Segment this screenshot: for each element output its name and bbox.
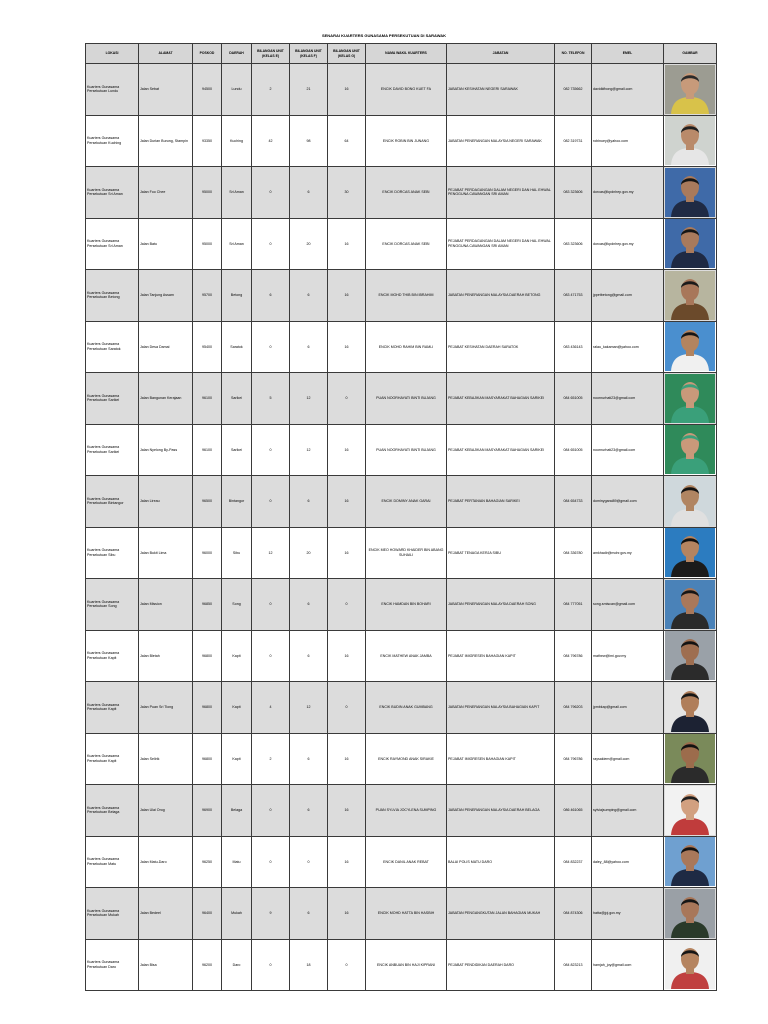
cell-nama: ENCIK ROBIN BIN JUNANG — [366, 115, 447, 167]
cell-kelas-g: 0 — [328, 373, 366, 425]
cell-kelas-g: 16 — [328, 836, 366, 888]
cell-gambar — [664, 836, 717, 888]
table-row — [86, 579, 717, 631]
cell-nama: ENCIK DORCAS ANAK SEBI — [366, 167, 447, 219]
cell-kelas-f: 0 — [290, 836, 328, 888]
person-photo — [665, 271, 715, 320]
cell-kelas-g: 16 — [328, 527, 366, 579]
cell-poskod: 96500 — [193, 476, 222, 528]
cell-alamat: Jalan Bukit Lima — [139, 527, 193, 579]
cell-kelas-e: 2 — [252, 64, 290, 116]
header-nama: NAMA WAKIL KUARTERS — [366, 44, 447, 64]
cell-kelas-f: 6 — [290, 630, 328, 682]
cell-daerah: Sarikei — [222, 373, 252, 425]
person-photo — [665, 683, 715, 732]
table-row — [86, 476, 717, 528]
cell-jabatan: PEJABAT KEBAJIKAN MASYARAKAT BAHAGIAN SARIKEI — [447, 424, 555, 476]
cell-alamat: Jalan Bedeel — [139, 888, 193, 940]
cell-jabatan: BALAI POLIS MATU DARO — [447, 836, 555, 888]
cell-poskod: 95400 — [193, 321, 222, 373]
cell-emel[interactable]: hatta@jpj.gov.my — [592, 888, 664, 940]
cell-kelas-f: 12 — [290, 682, 328, 734]
cell-lokasi: Kuarters Gunasama Persekutuan Sri Aman — [86, 167, 139, 219]
person-photo — [665, 322, 715, 371]
cell-kelas-e: 0 — [252, 785, 290, 837]
table-row — [86, 733, 717, 785]
cell-lokasi: Kuarters Gunasama Persekutuan Sarikei — [86, 373, 139, 425]
cell-lokasi: Kuarters Gunasama Persekutuan Betong — [86, 270, 139, 322]
cell-lokasi: Kuarters Gunasama Persekutuan Song — [86, 579, 139, 631]
table-row — [86, 836, 717, 888]
person-photo — [665, 65, 715, 114]
cell-kelas-g: 0 — [328, 682, 366, 734]
table-row — [86, 218, 717, 270]
cell-kelas-e: 9 — [252, 888, 290, 940]
cell-alamat: Jalan Matu-Daro — [139, 836, 193, 888]
cell-jabatan: JABATAN PENERANGAN MALAYSIA DAERAH BELAGA — [447, 785, 555, 837]
cell-kelas-f: 20 — [290, 218, 328, 270]
cell-nama: PUAN NOORHAYATI BINTI BUJANG — [366, 373, 447, 425]
cell-emel[interactable]: ralau_kakaman@yahoo.com — [592, 321, 664, 373]
cell-daerah: Kapit — [222, 630, 252, 682]
cell-lokasi: Kuarters Gunasama Persekutuan Matu — [86, 836, 139, 888]
cell-daerah: Lundu — [222, 64, 252, 116]
header-emel: EMEL — [592, 44, 664, 64]
cell-jabatan: PEJABAT IMIGRESEN BAHAGIAN KAPIT — [447, 630, 555, 682]
cell-lokasi: Kuarters Gunasama Persekutuan Sarikei — [86, 424, 139, 476]
cell-emel[interactable]: jpmbkap@gmail.com — [592, 682, 664, 734]
quarters-table — [85, 43, 717, 991]
cell-kelas-e: 0 — [252, 218, 290, 270]
cell-nama: ENCIK DORCAS ANAK SEBI — [366, 218, 447, 270]
cell-emel[interactable]: noornurhati23@gmail.com — [592, 424, 664, 476]
cell-poskod: 96000 — [193, 527, 222, 579]
cell-telefon: 084 823213 — [555, 939, 592, 991]
cell-kelas-g: 16 — [328, 888, 366, 940]
person-photo — [665, 889, 715, 938]
cell-gambar — [664, 476, 717, 528]
person-photo — [665, 374, 715, 423]
cell-poskod: 93350 — [193, 115, 222, 167]
cell-poskod: 96200 — [193, 939, 222, 991]
cell-daerah: Mukah — [222, 888, 252, 940]
table-row — [86, 64, 717, 116]
cell-lokasi: Kuarters Gunasama Persekutuan Mukah — [86, 888, 139, 940]
cell-telefon: 084 654733 — [555, 476, 592, 528]
header-kelas-g: BILANGAN UNIT (KELAS G) — [328, 44, 366, 64]
cell-telefon: 084 651005 — [555, 373, 592, 425]
cell-emel[interactable]: daley_88@yahoo.com — [592, 836, 664, 888]
cell-emel[interactable]: davidkfbong@gmail.com — [592, 64, 664, 116]
cell-poskod: 96100 — [193, 424, 222, 476]
cell-telefon: 084 796786 — [555, 630, 592, 682]
cell-emel[interactable]: robinuey@yahoo.com — [592, 115, 664, 167]
cell-kelas-g: 16 — [328, 476, 366, 528]
cell-alamat: Jalan Ulai Orog — [139, 785, 193, 837]
cell-kelas-e: 2 — [252, 733, 290, 785]
person-photo — [665, 940, 715, 989]
cell-daerah: Kuching — [222, 115, 252, 167]
cell-nama: ENCIK MATHEW ANAK JAMBA — [366, 630, 447, 682]
cell-nama: ENCIK DOMINY ANAK GARAI — [366, 476, 447, 528]
cell-kelas-g: 16 — [328, 270, 366, 322]
cell-jabatan: JABATAN PENERANGAN MALAYSIA NEGERI SARAWAK — [447, 115, 555, 167]
cell-emel[interactable]: jppetbetong@gmail.com — [592, 270, 664, 322]
cell-nama: ENCIK HAMDAN BIN BOHARI — [366, 579, 447, 631]
cell-nama: ENCIK DAVID BONG KUET FA — [366, 64, 447, 116]
cell-telefon: 084 796786 — [555, 733, 592, 785]
cell-jabatan: JABATAN PENGANGKUTAN JALAN BAHAGIAN MUKAH — [447, 888, 555, 940]
cell-poskod: 96900 — [193, 785, 222, 837]
cell-kelas-f: 6 — [290, 167, 328, 219]
cell-alamat: Jalan Foo Chee — [139, 167, 193, 219]
cell-kelas-f: 20 — [290, 527, 328, 579]
header-daerah: DAERAH — [222, 44, 252, 64]
cell-telefon: 084 796203 — [555, 682, 592, 734]
table-row — [86, 939, 717, 991]
cell-kelas-g: 16 — [328, 218, 366, 270]
cell-kelas-f: 6 — [290, 785, 328, 837]
cell-telefon: 084 874306 — [555, 888, 592, 940]
cell-kelas-f: 6 — [290, 476, 328, 528]
cell-gambar — [664, 218, 717, 270]
cell-gambar — [664, 424, 717, 476]
cell-telefon: 083 436143 — [555, 321, 592, 373]
cell-nama: PUAN NOORHAYATI BINTI BUJANG — [366, 424, 447, 476]
cell-emel[interactable]: dominygarai89@gmail.com — [592, 476, 664, 528]
cell-daerah: Belaga — [222, 785, 252, 837]
cell-nama: PUAN SYLVIA JOCYLENA SUMPING — [366, 785, 447, 837]
cell-daerah: Daro — [222, 939, 252, 991]
cell-emel[interactable]: song.smiscan@gmail.com — [592, 579, 664, 631]
person-photo — [665, 219, 715, 268]
cell-telefon: 083 323606 — [555, 218, 592, 270]
cell-emel[interactable]: amkhadir@mohr.gov.my — [592, 527, 664, 579]
cell-emel[interactable]: hamjah_joy@gmail.com — [592, 939, 664, 991]
header-poskod: POSKOD — [193, 44, 222, 64]
header-jabatan: JABATAN — [447, 44, 555, 64]
cell-poskod: 96850 — [193, 579, 222, 631]
cell-kelas-g: 16 — [328, 64, 366, 116]
table-row — [86, 682, 717, 734]
cell-poskod: 95700 — [193, 270, 222, 322]
cell-alamat: Jalan Durian Burung, Stampin — [139, 115, 193, 167]
cell-emel[interactable]: raysakiem@gmail.com — [592, 733, 664, 785]
table-row — [86, 527, 717, 579]
header-row — [86, 44, 717, 64]
table-row — [86, 630, 717, 682]
cell-telefon: 083 323606 — [555, 167, 592, 219]
cell-nama: ENCIK MOHD RAHIM BIN RAMLI — [366, 321, 447, 373]
cell-kelas-f: 6 — [290, 579, 328, 631]
cell-kelas-e: 4 — [252, 682, 290, 734]
cell-poskod: 95000 — [193, 218, 222, 270]
cell-telefon: 084 336780 — [555, 527, 592, 579]
cell-lokasi: Kuarters Gunasama Persekutuan Saratok — [86, 321, 139, 373]
cell-kelas-f: 6 — [290, 270, 328, 322]
table-row — [86, 115, 717, 167]
cell-poskod: 96100 — [193, 373, 222, 425]
cell-kelas-e: 0 — [252, 167, 290, 219]
header-kelas-f: BILANGAN UNIT (KELAS F) — [290, 44, 328, 64]
cell-gambar — [664, 167, 717, 219]
cell-emel[interactable]: noornurhati23@gmail.com — [592, 373, 664, 425]
cell-kelas-e: 0 — [252, 424, 290, 476]
cell-jabatan: PEJABAT KEBAJIKAN MASYARAKAT BAHAGIAN SARIKEI — [447, 373, 555, 425]
cell-kelas-e: 5 — [252, 373, 290, 425]
cell-poskod: 94500 — [193, 64, 222, 116]
cell-nama: ENCIK DANIL ANAK REBAT — [366, 836, 447, 888]
header-gambar: GAMBAR — [664, 44, 717, 64]
cell-jabatan: PEJABAT PERDAGANGAN DALAM NEGERI DAN HAL EHWAL PENGGUNA CAWANGAN SRI AMAN — [447, 218, 555, 270]
cell-alamat: Jalan Nyelong By-Pass — [139, 424, 193, 476]
header-telefon: NO. TELEFON — [555, 44, 592, 64]
cell-daerah: Betong — [222, 270, 252, 322]
cell-alamat: Jalan Bisa — [139, 939, 193, 991]
header-lokasi: LOKASI — [86, 44, 139, 64]
cell-gambar — [664, 321, 717, 373]
cell-alamat: Jalan Mission — [139, 579, 193, 631]
cell-jabatan: JABATAN PENERANGAN MALAYSIA BAHAGIAN KAPIT — [447, 682, 555, 734]
cell-gambar — [664, 682, 717, 734]
person-photo — [665, 734, 715, 783]
person-photo — [665, 528, 715, 577]
cell-gambar — [664, 64, 717, 116]
cell-telefon: 082 319731 — [555, 115, 592, 167]
cell-nama: ENCIK ANBUAN BIN HAJI KIPRANI — [366, 939, 447, 991]
cell-alamat: Jalan Bletah — [139, 630, 193, 682]
cell-jabatan: JABATAN PENERANGAN MALAYSIA DAERAH SONG — [447, 579, 555, 631]
cell-kelas-g: 64 — [328, 115, 366, 167]
cell-emel[interactable]: dorcas@kpdnhep.gov.my — [592, 218, 664, 270]
cell-emel[interactable]: dorcas@kpdnhep.gov.my — [592, 167, 664, 219]
cell-lokasi: Kuarters Gunasama Persekutuan Sri Aman — [86, 218, 139, 270]
cell-daerah: Sri Aman — [222, 218, 252, 270]
cell-gambar — [664, 373, 717, 425]
cell-telefon: 083 471753 — [555, 270, 592, 322]
cell-kelas-e: 0 — [252, 579, 290, 631]
person-photo — [665, 116, 715, 165]
cell-nama: ENCIK RAYMOND ANAK SIRAKIE — [366, 733, 447, 785]
table-body — [86, 64, 717, 991]
cell-telefon: 082 735662 — [555, 64, 592, 116]
cell-kelas-g: 0 — [328, 939, 366, 991]
cell-gambar — [664, 579, 717, 631]
cell-kelas-e: 0 — [252, 476, 290, 528]
cell-kelas-f: 12 — [290, 373, 328, 425]
cell-alamat: Jalan Lireau — [139, 476, 193, 528]
person-photo — [665, 425, 715, 474]
cell-daerah: Sri Aman — [222, 167, 252, 219]
cell-jabatan: PEJABAT PERTANIAN BAHAGIAN SARIKEI — [447, 476, 555, 528]
header-kelas-e: BILANGAN UNIT (KELAS E) — [252, 44, 290, 64]
table-row — [86, 424, 717, 476]
cell-lokasi: Kuarters Gunasama Persekutuan Bintangor — [86, 476, 139, 528]
person-photo — [665, 631, 715, 680]
cell-kelas-e: 12 — [252, 527, 290, 579]
cell-kelas-e: 42 — [252, 115, 290, 167]
cell-kelas-g: 30 — [328, 167, 366, 219]
cell-alamat: Jalan Tanjung Assam — [139, 270, 193, 322]
cell-nama: ENCIK BUDIN ANAK GUMBANG — [366, 682, 447, 734]
cell-jabatan: PEJABAT TENAGA KERJA SIBU — [447, 527, 555, 579]
cell-gambar — [664, 733, 717, 785]
cell-gambar — [664, 270, 717, 322]
cell-telefon: 084 777051 — [555, 579, 592, 631]
cell-kelas-e: 6 — [252, 270, 290, 322]
cell-kelas-g: 16 — [328, 785, 366, 837]
cell-telefon: 086 461065 — [555, 785, 592, 837]
header-alamat: ALAMAT — [139, 44, 193, 64]
cell-lokasi: Kuarters Gunasama Persekutuan Kapit — [86, 733, 139, 785]
cell-lokasi: Kuarters Gunasama Persekutuan Sibu — [86, 527, 139, 579]
cell-kelas-f: 12 — [290, 424, 328, 476]
cell-jabatan: PEJABAT KESIHATAN DAERAH SARATOK — [447, 321, 555, 373]
document-title: SENARAI KUARTERS GUNASAMA PERSEKUTUAN DI SARAWAK — [321, 33, 447, 38]
person-photo — [665, 786, 715, 835]
cell-kelas-f: 6 — [290, 321, 328, 373]
cell-emel[interactable]: sylviajsumping@gmail.com — [592, 785, 664, 837]
cell-kelas-f: 6 — [290, 888, 328, 940]
table-row — [86, 270, 717, 322]
cell-lokasi: Kuarters Gunasama Persekutuan Belaga — [86, 785, 139, 837]
cell-poskod: 96250 — [193, 836, 222, 888]
cell-alamat: Jalan Sebat — [139, 64, 193, 116]
person-photo — [665, 168, 715, 217]
cell-lokasi: Kuarters Gunasama Persekutuan Kapit — [86, 630, 139, 682]
cell-kelas-e: 0 — [252, 939, 290, 991]
cell-gambar — [664, 785, 717, 837]
cell-poskod: 95000 — [193, 167, 222, 219]
cell-poskod: 96800 — [193, 682, 222, 734]
cell-alamat: Jalan Batu — [139, 218, 193, 270]
cell-kelas-g: 16 — [328, 630, 366, 682]
cell-lokasi: Kuarters Gunasama Persekutuan Kapit — [86, 682, 139, 734]
cell-daerah: Kapit — [222, 682, 252, 734]
cell-jabatan: JABATAN KESIHATAN NEGERI SARAWAK — [447, 64, 555, 116]
cell-emel[interactable]: mathew@imi.gov.my — [592, 630, 664, 682]
cell-jabatan: PEJABAT IMIGRESEN BAHAGIAN KAPIT — [447, 733, 555, 785]
person-photo — [665, 580, 715, 629]
cell-alamat: Jalan Bangunan Kerajaan — [139, 373, 193, 425]
cell-telefon: 084 832237 — [555, 836, 592, 888]
cell-daerah: Matu — [222, 836, 252, 888]
cell-gambar — [664, 630, 717, 682]
cell-lokasi: Kuarters Gunasama Persekutuan Lundu — [86, 64, 139, 116]
cell-kelas-g: 16 — [328, 424, 366, 476]
cell-daerah: Song — [222, 579, 252, 631]
cell-kelas-f: 21 — [290, 64, 328, 116]
cell-kelas-f: 18 — [290, 939, 328, 991]
table-row — [86, 785, 717, 837]
cell-daerah: Kapit — [222, 733, 252, 785]
cell-telefon: 084 651005 — [555, 424, 592, 476]
cell-nama: ENCIK MOHD THIB BIN IBRAHIM — [366, 270, 447, 322]
cell-gambar — [664, 115, 717, 167]
cell-nama: ENCIK MEO HOWARD KHAIDER BIN ABANG SUHAILI — [366, 527, 447, 579]
cell-kelas-e: 0 — [252, 836, 290, 888]
cell-daerah: Saratok — [222, 321, 252, 373]
cell-lokasi: Kuarters Gunasama Persekutuan Kuching — [86, 115, 139, 167]
cell-poskod: 96800 — [193, 630, 222, 682]
cell-jabatan: JABATAN PENERANGAN MALAYSIA DAERAH BETONG — [447, 270, 555, 322]
cell-lokasi: Kuarters Gunasama Persekutuan Daro — [86, 939, 139, 991]
cell-alamat: Jalan Selirik — [139, 733, 193, 785]
cell-kelas-g: 0 — [328, 579, 366, 631]
cell-alamat: Jalan Puan Sri Tiong — [139, 682, 193, 734]
person-photo — [665, 477, 715, 526]
cell-daerah: Bintangor — [222, 476, 252, 528]
table-row — [86, 373, 717, 425]
cell-kelas-g: 16 — [328, 321, 366, 373]
cell-gambar — [664, 527, 717, 579]
table-row — [86, 888, 717, 940]
person-photo — [665, 837, 715, 886]
cell-kelas-e: 0 — [252, 630, 290, 682]
cell-kelas-f: 98 — [290, 115, 328, 167]
table-row — [86, 321, 717, 373]
cell-gambar — [664, 888, 717, 940]
cell-poskod: 96400 — [193, 888, 222, 940]
cell-nama: ENCIK MOHD HATTA BIN HASBIH — [366, 888, 447, 940]
cell-kelas-e: 0 — [252, 321, 290, 373]
cell-daerah: Sarikei — [222, 424, 252, 476]
cell-kelas-f: 6 — [290, 733, 328, 785]
cell-alamat: Jalan Desa Damai — [139, 321, 193, 373]
cell-jabatan: PEJABAT PENDIDIKAN DAERAH DARO — [447, 939, 555, 991]
cell-poskod: 96800 — [193, 733, 222, 785]
table-row — [86, 167, 717, 219]
cell-jabatan: PEJABAT PERDAGANGAN DALAM NEGERI DAN HAL EHWAL PENGGUNA CAWANGAN SRI AMAN — [447, 167, 555, 219]
cell-daerah: Sibu — [222, 527, 252, 579]
cell-kelas-g: 16 — [328, 733, 366, 785]
cell-gambar — [664, 939, 717, 991]
